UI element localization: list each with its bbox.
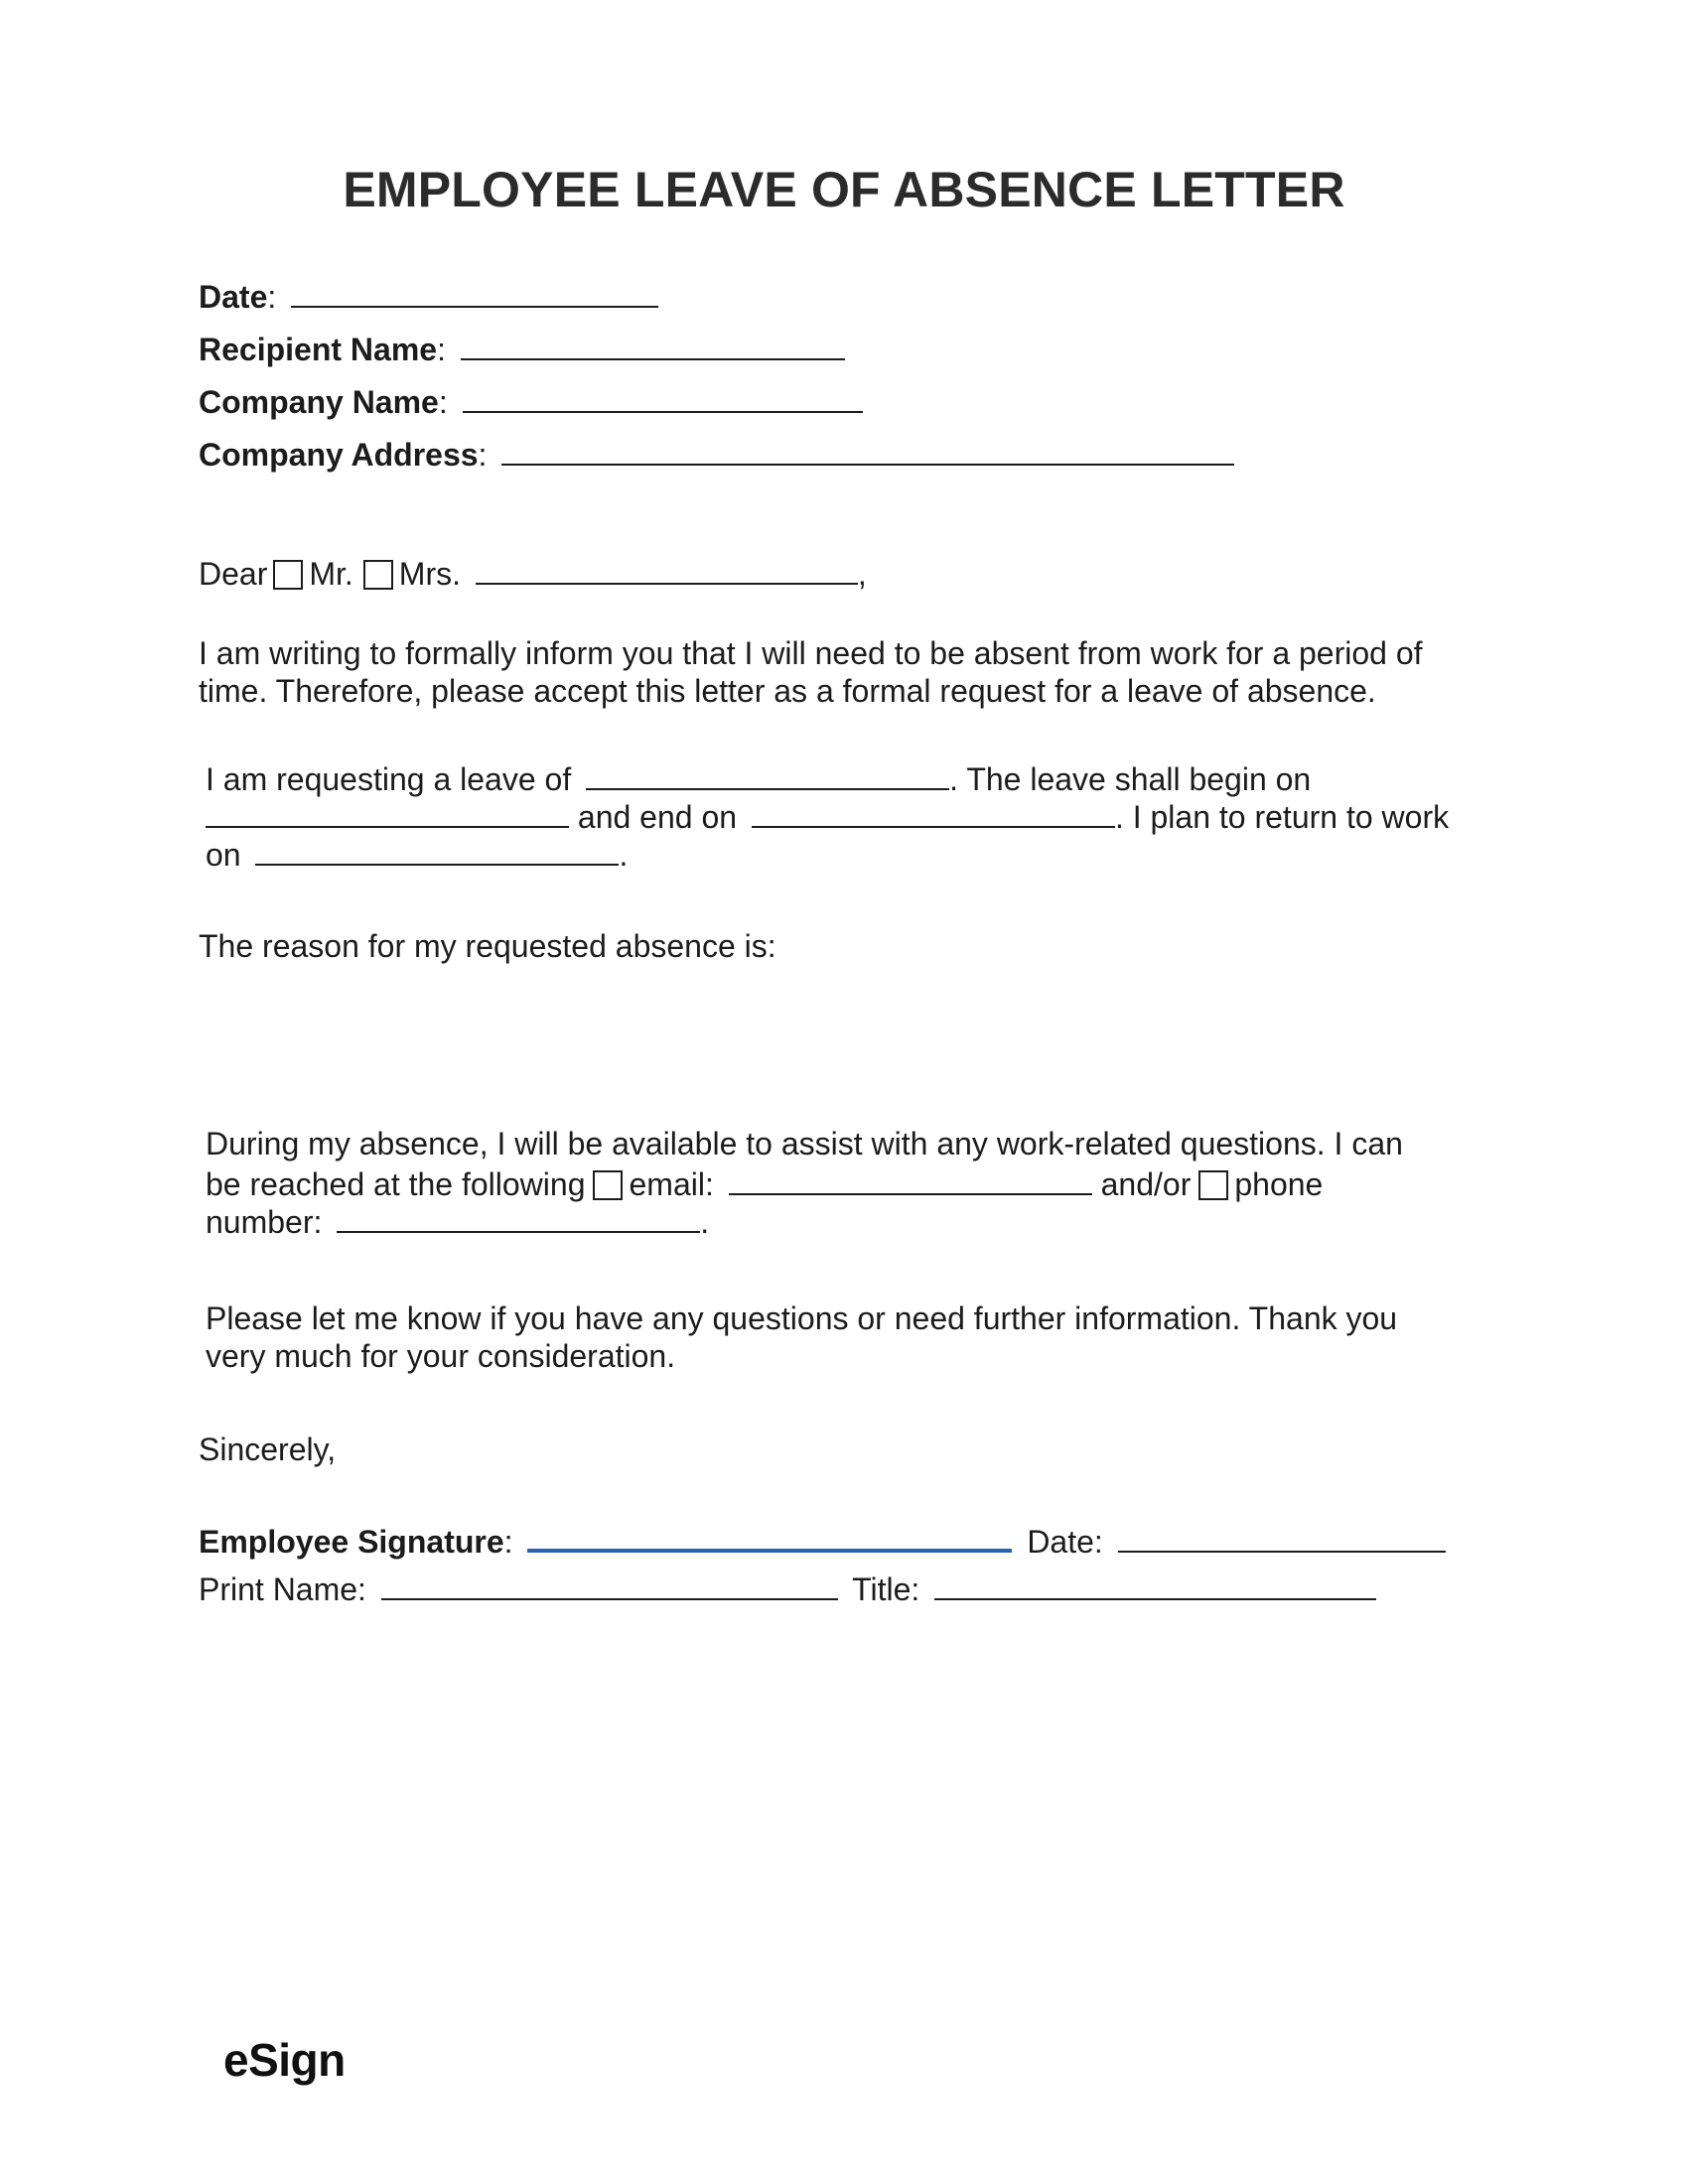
salutation-row: Dear Mr. Mrs. , <box>199 553 867 594</box>
availability-line-1: During my absence, I will be available to assist with any work-related questions. I can <box>206 1126 1403 1161</box>
mrs-checkbox[interactable] <box>363 560 393 590</box>
recipient-name-input-line[interactable] <box>461 329 845 360</box>
company-name-input-line[interactable] <box>463 381 863 413</box>
print-name-row <box>199 1569 1376 1609</box>
date-field-row: Date: <box>199 276 658 317</box>
employee-signature-label: Employee Signature <box>199 1524 504 1560</box>
availability-line-3: number: . <box>206 1201 709 1242</box>
date-label: Date <box>199 279 268 315</box>
document-title: EMPLOYEE LEAVE OF ABSENCE LETTER <box>343 162 1345 217</box>
leave-line-3: on . <box>206 834 628 875</box>
dear-text: Dear <box>199 556 268 592</box>
reason-input-area[interactable] <box>199 973 1470 1122</box>
leave-line-1: I am requesting a leave of . The leave shall begin on <box>206 758 1311 799</box>
print-name-label: Print Name: <box>199 1571 366 1607</box>
recipient-name-label: Recipient Name <box>199 332 438 367</box>
recipient-salutation-input-line[interactable] <box>476 553 858 585</box>
title-input-line[interactable] <box>934 1569 1376 1600</box>
leave-end-date-input-line[interactable] <box>752 796 1115 828</box>
return-date-input-line[interactable] <box>255 834 619 866</box>
closing-line-1: Please let me know if you have any questions or need further information. Thank you <box>206 1300 1398 1336</box>
leave-duration-input-line[interactable] <box>586 758 949 790</box>
email-input-line[interactable] <box>729 1163 1092 1195</box>
date-input-line[interactable] <box>291 276 658 308</box>
intro-line-1: I am writing to formally inform you that I will need to be absent from work for a period of <box>199 635 1423 671</box>
leave-line-2: and end on . I plan to return to work <box>206 796 1449 837</box>
company-address-label: Company Address <box>199 437 479 473</box>
signature-date-input-line[interactable] <box>1118 1521 1446 1553</box>
leave-begin-date-input-line[interactable] <box>206 796 569 828</box>
reason-label: The reason for my requested absence is: <box>199 928 776 964</box>
signature-row: Employee Signature: Date: <box>199 1519 1446 1562</box>
availability-line-2: be reached at the following email: and/or phone <box>206 1163 1323 1204</box>
company-address-input-line[interactable] <box>501 434 1234 466</box>
sincerely-text: Sincerely, <box>199 1432 337 1467</box>
phone-checkbox[interactable] <box>1198 1170 1228 1200</box>
phone-number-input-line[interactable] <box>337 1201 700 1233</box>
employee-signature-input-line[interactable] <box>527 1519 1012 1553</box>
esign-logo: eSign <box>223 2034 346 2086</box>
title-label: Title: <box>852 1571 920 1607</box>
print-name-input-line[interactable] <box>381 1569 838 1600</box>
email-checkbox[interactable] <box>593 1170 623 1200</box>
mrs-label: Mrs. <box>398 556 461 592</box>
intro-line-2: time. Therefore, please accept this letter as a formal request for a leave of absence. <box>199 673 1376 709</box>
mr-label: Mr. <box>309 556 353 592</box>
company-name-label: Company Name <box>199 384 439 420</box>
signature-date-label: Date: <box>1027 1524 1103 1560</box>
closing-line-2: very much for your consideration. <box>206 1338 676 1374</box>
company-name-row: Company Name: <box>199 381 863 422</box>
recipient-name-row: Recipient Name: <box>199 329 845 369</box>
company-address-row: Company Address: <box>199 434 1234 475</box>
mr-checkbox[interactable] <box>273 560 303 590</box>
